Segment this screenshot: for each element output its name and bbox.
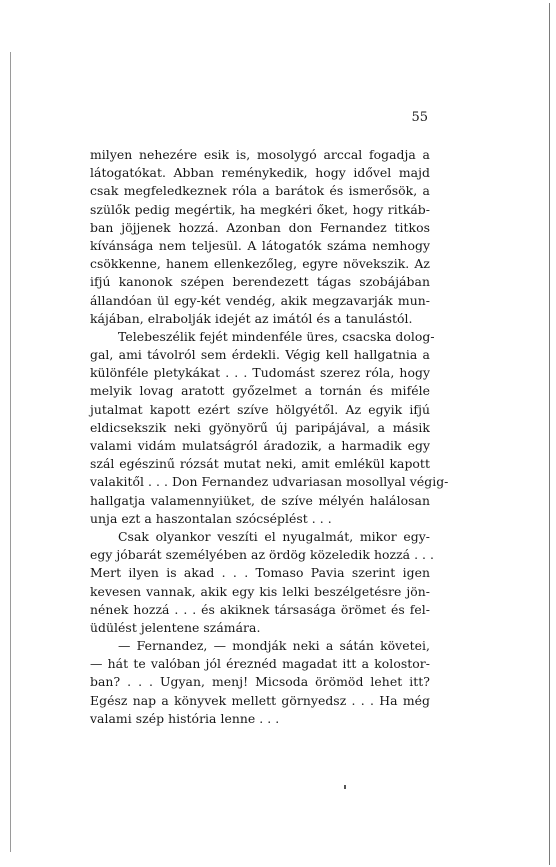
text-line: Telebeszélik fejét mindenféle üres, csacska dolog- bbox=[118, 328, 435, 344]
text-line: unja ezt a haszontalan szócséplést . . . bbox=[90, 510, 332, 526]
text-line: jutalmat kapott ezért szíve hölgyétől. Az egyik ifjú bbox=[90, 401, 430, 417]
text-line: kájában, elrabolják idejét az imától és a tanulástól. bbox=[90, 310, 413, 326]
text-line: nének hozzá . . . és akiknek társasága örömet és fel- bbox=[90, 601, 430, 617]
text-line: — Fernandez, — mondják neki a sátán követei, bbox=[118, 638, 430, 654]
text-line: ifjú kanonok szépen berendezett tágas szobájában bbox=[90, 274, 430, 290]
text-line: különféle pletykákat . . . Tudomást szerez róla, hogy bbox=[90, 365, 430, 381]
text-line: ban? . . . Ugyan, menj! Micsoda örömöd lehet itt? bbox=[90, 674, 430, 690]
text-line: állandóan ül egy-két vendég, akik megzavarják mun- bbox=[90, 292, 430, 308]
print-speck bbox=[344, 785, 346, 789]
text-line: valakitől . . . Don Fernandez udvariasan mosollyal végig- bbox=[90, 474, 449, 490]
text-line: kívánsága nem teljesül. A látogatók száma nemhogy bbox=[90, 237, 430, 253]
text-line: egy jóbarát személyében az ördög közeledik hozzá . . . bbox=[90, 547, 435, 563]
text-line: Egész nap a könyvek mellett görnyedsz . . . Ha még bbox=[90, 692, 430, 708]
text-line: csökkenne, hanem ellenkezőleg, egyre növekszik. Az bbox=[90, 256, 430, 272]
text-line: milyen nehezére esik is, mosolygó arccal fogadja a bbox=[90, 147, 430, 162]
text-line: látogatókat. Abban reménykedik, hogy idővel majd bbox=[90, 165, 430, 181]
page-left-edge bbox=[10, 52, 11, 852]
text-line: üdülést jelentene számára. bbox=[90, 619, 261, 635]
body-text bbox=[90, 146, 449, 728]
text-line: szülők pedig megértik, ha megkéri őket, hogy ritkáb- bbox=[90, 201, 430, 217]
text-line: szál egészinű rózsát mutat neki, amit emlékül kapott bbox=[90, 456, 430, 472]
text-line: ban jöjjenek hozzá. Azonban don Fernandez titkos bbox=[90, 219, 430, 235]
text-line: Csak olyankor veszíti el nyugalmát, mikor egy- bbox=[118, 528, 430, 544]
text-line: kevesen vannak, akik egy kis lelki beszélgetésre jön- bbox=[90, 583, 430, 599]
text-line: — hát te valóban jól éreznéd magadat itt a kolostor- bbox=[90, 656, 430, 672]
text-line: Mert ilyen is akad . . . Tomaso Pavia szerint igen bbox=[90, 565, 430, 581]
page-right-edge bbox=[549, 3, 550, 865]
text-line: melyik lovag aratott győzelmet a tornán és miféle bbox=[90, 383, 430, 399]
text-line: eldicsekszik neki gyönyörű új paripájával, a másik bbox=[90, 419, 430, 435]
page-number: 55 bbox=[411, 110, 428, 125]
text-line: csak megfeledkeznek róla a barátok és ismerősök, a bbox=[90, 183, 430, 199]
text-line: gal, ami távolról sem érdekli. Végig kell hallgatnia a bbox=[90, 347, 430, 363]
text-line: hallgatja valamennyiüket, de szíve mélyén halálosan bbox=[90, 492, 430, 508]
text-line: valami vidám mulatságról áradozik, a harmadik egy bbox=[90, 438, 430, 453]
text-line: valami szép história lenne . . . bbox=[90, 710, 280, 726]
